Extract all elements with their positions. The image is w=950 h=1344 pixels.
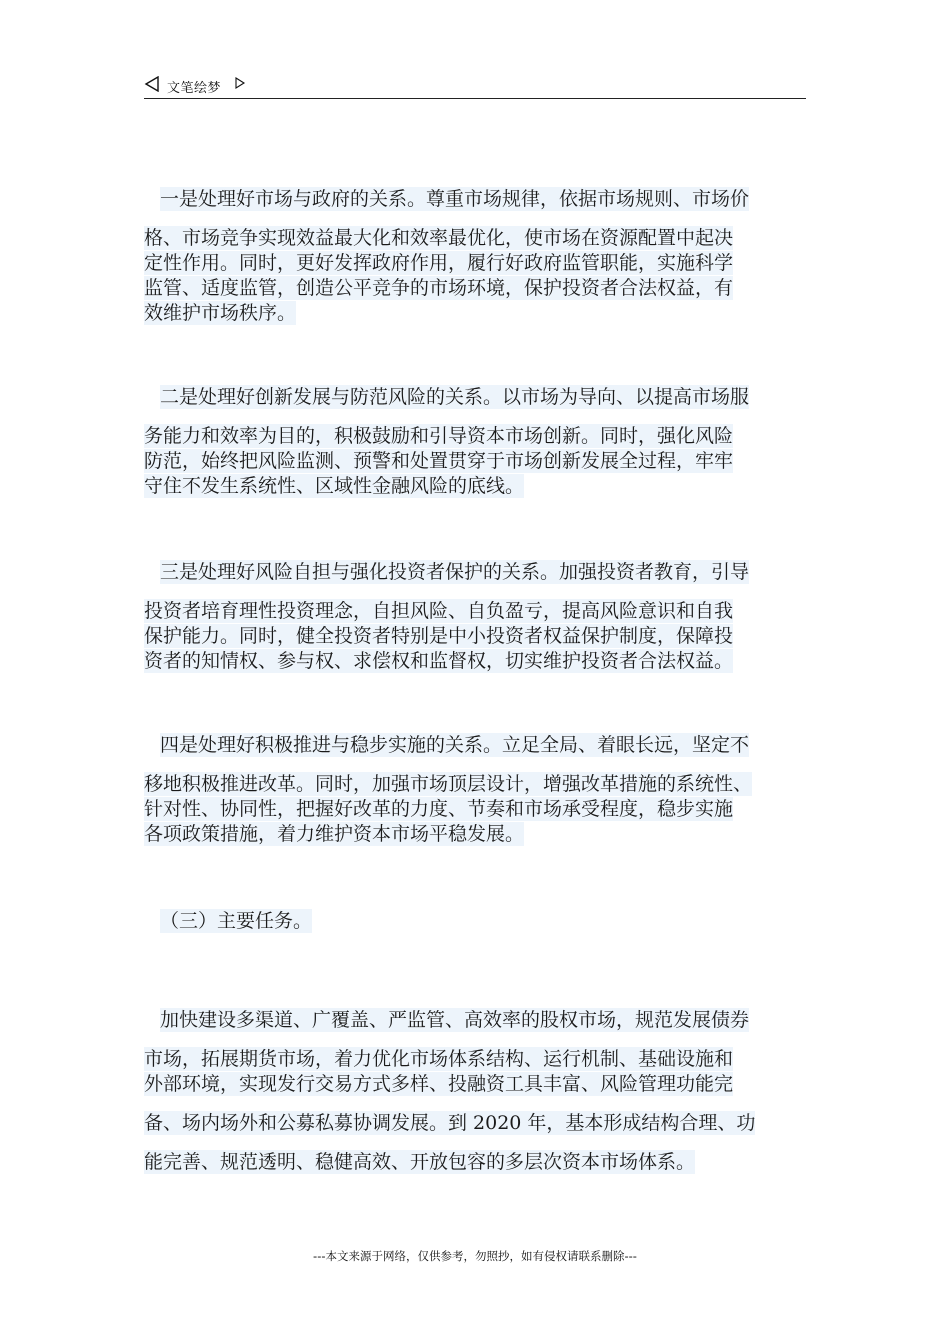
paragraph-line: 外部环境，实现发行交易方式多样、投融资工具丰富、风险管理功能完: [144, 1073, 734, 1095]
heading-text: （三）主要任务。: [160, 910, 313, 932]
paragraph-line: 备、场内场外和公募私募协调发展。到 2020 年，基本形成结构合理、功: [144, 1112, 756, 1134]
paragraph-4: [144, 733, 834, 847]
paragraph-line: 针对性、协同性，把握好改革的力度、节奏和市场承受程度，稳步实施: [144, 798, 734, 820]
paragraph-line: 务能力和效率为目的，积极鼓励和引导资本市场创新。同时，强化风险: [144, 425, 734, 447]
paragraph-3: [144, 560, 834, 674]
paragraph-line: 守住不发生系统性、区域性金融风险的底线。: [144, 475, 525, 497]
paragraph-line: 保护能力。同时，健全投资者特别是中小投资者权益保护制度，保障投: [144, 625, 734, 647]
paragraph-line: 加快建设多渠道、广覆盖、严监管、高效率的股权市场，规范发展债券: [160, 1009, 750, 1031]
paragraph-1: [144, 187, 834, 326]
paragraph-line: 各项政策措施，着力维护资本市场平稳发展。: [144, 823, 525, 845]
footer-notice: ---本文来源于网络，仅供参考，勿照抄，如有侵权请联系删除---: [313, 1249, 637, 1263]
section-heading: [144, 909, 834, 934]
paragraph-line: 定性作用。同时，更好发挥政府作用，履行好政府监管职能，实施科学: [144, 252, 734, 274]
paragraph-line: 市场，拓展期货市场，着力优化市场体系结构、运行机制、基础设施和: [144, 1048, 734, 1070]
paragraph-2: [144, 385, 834, 499]
paragraph-line: 三是处理好风险自担与强化投资者保护的关系。加强投资者教育，引导: [160, 561, 750, 583]
paragraph-line: 二是处理好创新发展与防范风险的关系。以市场为导向、以提高市场服: [160, 386, 750, 408]
paragraph-line: 格、市场竞争实现效益最大化和效率最优化，使市场在资源配置中起决: [144, 227, 734, 249]
paragraph-line: 监管、适度监管，创造公平竞争的市场环境，保护投资者合法权益，有: [144, 277, 734, 299]
header-title: 文笔绘梦: [167, 81, 222, 96]
paragraph-line: 投资者培育理性投资理念，自担风险、自负盈亏，提高风险意识和自我: [144, 600, 734, 622]
paragraph-line: 资者的知情权、参与权、求偿权和监督权，切实维护投资者合法权益。: [144, 650, 734, 672]
paragraph-line: 移地积极推进改革。同时，加强市场顶层设计，增强改革措施的系统性、: [144, 773, 753, 795]
back-triangle-icon[interactable]: [144, 76, 160, 92]
paragraph-line: 能完善、规范透明、稳健高效、开放包容的多层次资本市场体系。: [144, 1151, 696, 1173]
paragraph-line: 防范，始终把风险监测、预警和处置贯穿于市场创新发展全过程，牢牢: [144, 450, 734, 472]
paragraph-6: [144, 1008, 834, 1175]
page-header: [144, 74, 806, 99]
paragraph-line: 一是处理好市场与政府的关系。尊重市场规律，依据市场规则、市场价: [160, 188, 750, 210]
paragraph-line: 四是处理好积极推进与稳步实施的关系。立足全局、着眼长远，坚定不: [160, 734, 750, 756]
paragraph-line: 效维护市场秩序。: [144, 302, 297, 324]
forward-triangle-icon[interactable]: [234, 77, 246, 89]
